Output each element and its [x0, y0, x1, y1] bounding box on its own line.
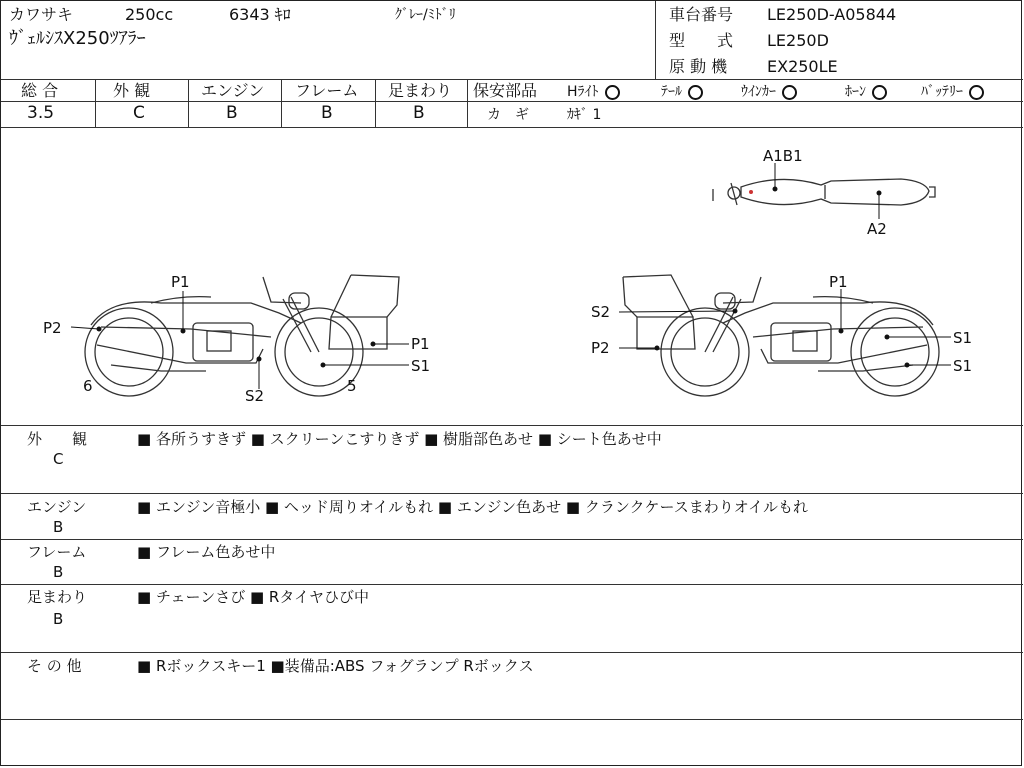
grid-line: [95, 79, 96, 127]
right-s1-lower-label: S1: [953, 357, 973, 375]
remark-text: ■ フレーム色あせ中: [137, 543, 276, 561]
remark-category: エンジン: [27, 498, 87, 516]
left-p1-box-label: P1: [411, 335, 430, 353]
right-p1-label: P1: [829, 273, 848, 291]
overall-label: 総 合: [21, 81, 59, 100]
remark-category: フレーム: [27, 543, 87, 561]
remark-category: そ の 他: [27, 657, 82, 675]
safety-item-label: ｳｲﾝｶｰ: [741, 84, 776, 100]
engine-grade-label: エンジン: [201, 81, 265, 100]
left-s2-label: S2: [245, 387, 265, 405]
top-a1b1-label: A1B1: [763, 147, 803, 165]
safety-item-winker: [741, 82, 797, 102]
grid-line: [1, 539, 1023, 540]
safety-item-label: ﾊﾞｯﾃﾘｰ: [921, 84, 963, 100]
key-label: カ ギ: [487, 107, 529, 123]
suspension-grade: B: [413, 103, 425, 123]
safety-item-battery: [921, 82, 984, 102]
remark-grade: B: [53, 610, 64, 628]
remark-text: ■ チェーンさび ■ Rタイヤひび中: [137, 588, 370, 606]
remark-text: ■ エンジン音極小 ■ ヘッド周りオイルもれ ■ エンジン色あせ ■ クランクケースまわりオイルもれ: [137, 498, 809, 516]
safety-item-headlight: [567, 82, 620, 102]
remark-grade: B: [53, 563, 64, 581]
color: ｸﾞﾚｰ/ﾐﾄﾞﾘ: [395, 7, 456, 23]
left-6-label: 6: [83, 377, 93, 395]
type-value: LE250D: [767, 31, 829, 50]
left-p1-label: P1: [171, 273, 190, 291]
header-divider: [655, 1, 656, 79]
grid-line: [1, 652, 1023, 653]
ok-circle-icon: [872, 85, 887, 100]
type-label: 型 式: [669, 31, 734, 50]
ok-circle-icon: [605, 85, 620, 100]
right-s2-label: S2: [591, 303, 611, 321]
left-s1-label: S1: [411, 357, 431, 375]
remark-grade: B: [53, 518, 64, 536]
ok-circle-icon: [688, 85, 703, 100]
remark-category: 外 観: [27, 430, 88, 448]
right-bike-drawing: [623, 275, 939, 396]
grid-line: [1, 719, 1023, 720]
grid-line: [1, 493, 1023, 494]
overall-grade: 3.5: [27, 103, 55, 123]
remark-grade: C: [53, 450, 64, 468]
safety-item-label: ﾃｰﾙ: [661, 84, 682, 100]
frame-grade: B: [321, 103, 333, 123]
safety-item-tail: [661, 82, 703, 102]
mileage: 6343 ｷﾛ: [229, 5, 291, 24]
safety-label: 保安部品: [473, 81, 538, 100]
motorcycle-diagram: [1, 127, 1023, 425]
header-bottom-line: [1, 79, 1023, 80]
grid-line: [375, 79, 376, 127]
remark-category: 足まわり: [27, 588, 88, 606]
exterior-label: 外 観: [113, 81, 151, 100]
ok-circle-icon: [969, 85, 984, 100]
engine-value: EX250LE: [767, 57, 838, 76]
exterior-grade: C: [133, 103, 145, 123]
top-a2-label: A2: [867, 220, 887, 238]
key-value: ｶｷﾞ 1: [567, 107, 602, 123]
left-p2-label: P2: [43, 319, 62, 337]
right-s1-upper-label: S1: [953, 329, 973, 347]
grid-line: [1, 584, 1023, 585]
engine-label: 原 動 機: [669, 57, 728, 76]
remark-text: ■ Rボックスキー1 ■装備品:ABS フォグランプ Rボックス: [137, 657, 534, 675]
model-name: ｳﾞｪﾙｼｽX250ﾂｱﾗｰ: [9, 28, 146, 49]
safety-item-label: ﾎｰﾝ: [845, 84, 866, 100]
frame-no-label: 車台番号: [669, 5, 734, 24]
remark-text: ■ 各所うすきず ■ スクリーンこすりきず ■ 樹脂部色あせ ■ シート色あせ中: [137, 430, 662, 448]
maker: カワサキ: [9, 5, 74, 24]
safety-item-horn: [845, 82, 887, 102]
frame-no: LE250D-A05844: [767, 5, 897, 24]
ok-circle-icon: [782, 85, 797, 100]
engine-grade: B: [226, 103, 238, 123]
displacement: 250cc: [125, 5, 174, 24]
grid-line: [188, 79, 189, 127]
frame-grade-label: フレーム: [295, 81, 359, 100]
left-5-label: 5: [347, 377, 357, 395]
grid-line: [281, 79, 282, 127]
right-p2-label: P2: [591, 339, 610, 357]
safety-item-label: Hﾗｲﾄ: [567, 84, 599, 100]
top-view-drawing: [713, 179, 935, 205]
grid-line: [1, 425, 1023, 426]
grid-line: [467, 79, 468, 127]
suspension-grade-label: 足まわり: [388, 81, 453, 100]
